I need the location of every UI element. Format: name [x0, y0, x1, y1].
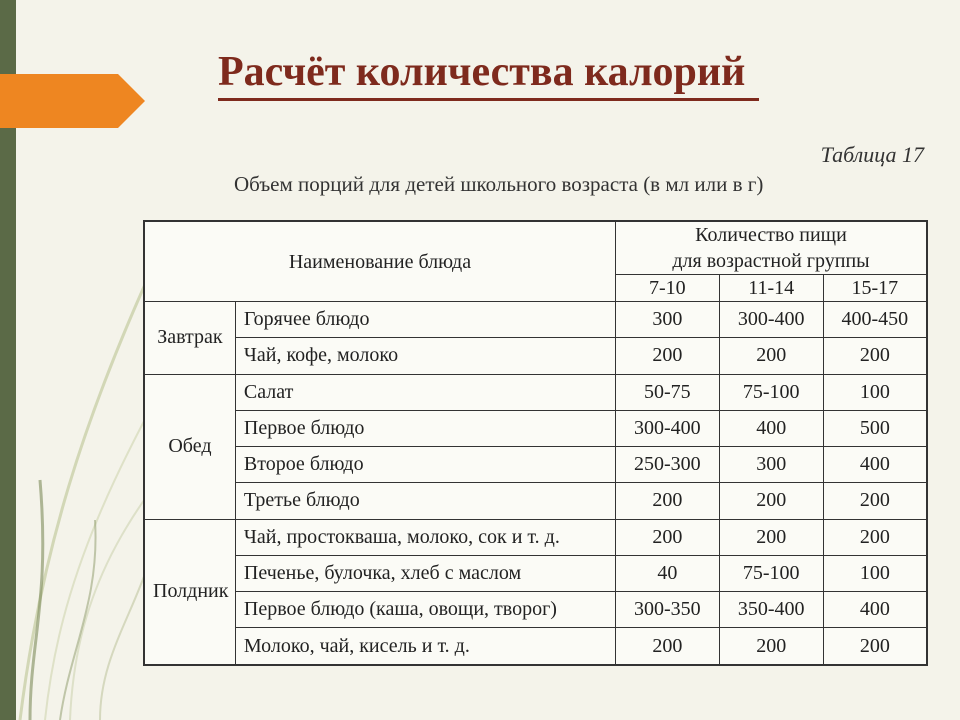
- portion-value: 400: [823, 592, 927, 628]
- portion-value: 400-450: [823, 302, 927, 338]
- portion-value: 300-350: [615, 592, 719, 628]
- header-age-group: 11-14: [719, 275, 823, 302]
- dish-name: Первое блюдо (каша, овощи, творог): [235, 592, 615, 628]
- dish-name: Чай, простокваша, молоко, сок и т. д.: [235, 519, 615, 555]
- table-row: [144, 483, 927, 519]
- portion-value: 200: [615, 338, 719, 374]
- portion-value: 350-400: [719, 592, 823, 628]
- meal-name: Завтрак: [144, 302, 235, 375]
- table-row: [144, 519, 927, 555]
- table-row: [144, 447, 927, 483]
- table-row: [144, 410, 927, 446]
- portion-value: 200: [823, 338, 927, 374]
- portion-value: 75-100: [719, 555, 823, 591]
- portion-value: 200: [719, 519, 823, 555]
- portion-value: 200: [823, 519, 927, 555]
- portion-value: 250-300: [615, 447, 719, 483]
- portion-value: 200: [823, 483, 927, 519]
- portion-value: 400: [823, 447, 927, 483]
- portion-value: 300-400: [615, 410, 719, 446]
- dish-name: Третье блюдо: [235, 483, 615, 519]
- header-quantity-line2: для возрастной группы: [672, 250, 870, 272]
- table-caption: Объем порций для детей школьного возраста (в мл или в г): [234, 172, 764, 196]
- table-row: [144, 555, 927, 591]
- portion-value: 200: [615, 483, 719, 519]
- meal-name: Полдник: [144, 519, 235, 665]
- table-number-label: Таблица 17: [820, 142, 924, 167]
- portion-value: 200: [615, 628, 719, 665]
- dish-name: Салат: [235, 374, 615, 410]
- table-row: [144, 302, 927, 338]
- dish-name: Второе блюдо: [235, 447, 615, 483]
- header-quantity-line1: Количество пищи: [695, 224, 847, 246]
- table-row: [144, 338, 927, 374]
- portion-value: 40: [615, 555, 719, 591]
- portion-value: 75-100: [719, 374, 823, 410]
- portion-value: 50-75: [615, 374, 719, 410]
- header-dish-name: Наименование блюда: [144, 221, 615, 302]
- table-row: [144, 374, 927, 410]
- portion-value: 300-400: [719, 302, 823, 338]
- dish-name: Молоко, чай, кисель и т. д.: [235, 628, 615, 665]
- portion-value: 300: [719, 447, 823, 483]
- dish-name: Чай, кофе, молоко: [235, 338, 615, 374]
- meal-name: Обед: [144, 374, 235, 519]
- dish-name: Горячее блюдо: [235, 302, 615, 338]
- portion-value: 400: [719, 410, 823, 446]
- portion-value: 200: [615, 519, 719, 555]
- table-row: [144, 592, 927, 628]
- dish-name: Печенье, булочка, хлеб с маслом: [235, 555, 615, 591]
- portion-value: 200: [823, 628, 927, 665]
- header-age-group: 7-10: [615, 275, 719, 302]
- portion-table: [143, 220, 928, 666]
- table-row: [144, 628, 927, 665]
- dish-name: Первое блюдо: [235, 410, 615, 446]
- portion-value: 100: [823, 374, 927, 410]
- portion-value: 300: [615, 302, 719, 338]
- portion-value: 100: [823, 555, 927, 591]
- portion-value: 200: [719, 338, 823, 374]
- portion-value: 500: [823, 410, 927, 446]
- portion-value: 200: [719, 483, 823, 519]
- slide-title: Расчёт количества калорий: [218, 46, 759, 101]
- header-age-group: 15-17: [823, 275, 927, 302]
- portion-value: 200: [719, 628, 823, 665]
- header-quantity: [615, 221, 927, 275]
